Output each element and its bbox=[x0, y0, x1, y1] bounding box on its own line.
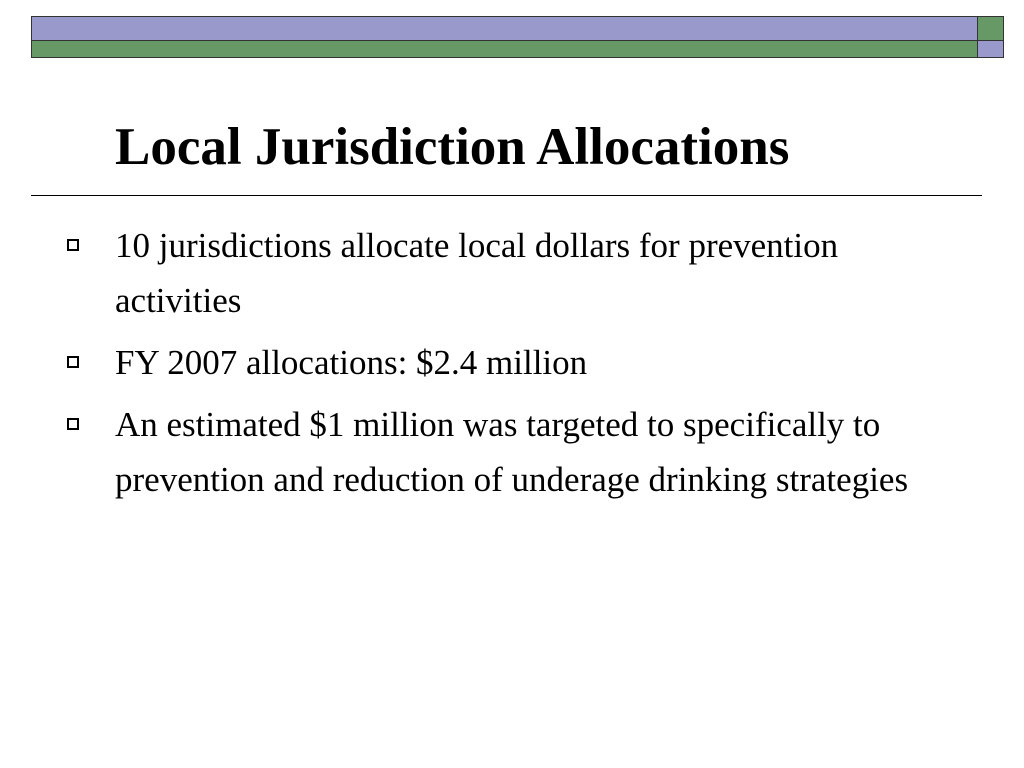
bullet-item bbox=[62, 218, 922, 328]
slide-title: Local Jurisdiction Allocations bbox=[115, 118, 790, 176]
header-band-green-square bbox=[978, 17, 1003, 41]
hollow-square-icon bbox=[67, 356, 79, 368]
hollow-square-icon bbox=[67, 239, 79, 251]
bullet-list bbox=[62, 218, 922, 514]
header-band-green-strip bbox=[32, 41, 978, 57]
bullet-text: FY 2007 allocations: $2.4 million bbox=[115, 343, 588, 382]
header-band-purple-strip bbox=[32, 17, 978, 41]
hollow-square-icon bbox=[67, 418, 79, 430]
header-band bbox=[31, 16, 1004, 58]
bullet-item bbox=[62, 335, 922, 390]
bullet-text: An estimated $1 million was targeted to specifically to prevention and reduction of underage drinking strategies bbox=[115, 405, 909, 499]
bullet-text: 10 jurisdictions allocate local dollars for prevention activities bbox=[115, 226, 839, 320]
header-band-purple-square bbox=[978, 41, 1003, 57]
title-divider bbox=[31, 195, 982, 196]
bullet-item bbox=[62, 397, 922, 507]
